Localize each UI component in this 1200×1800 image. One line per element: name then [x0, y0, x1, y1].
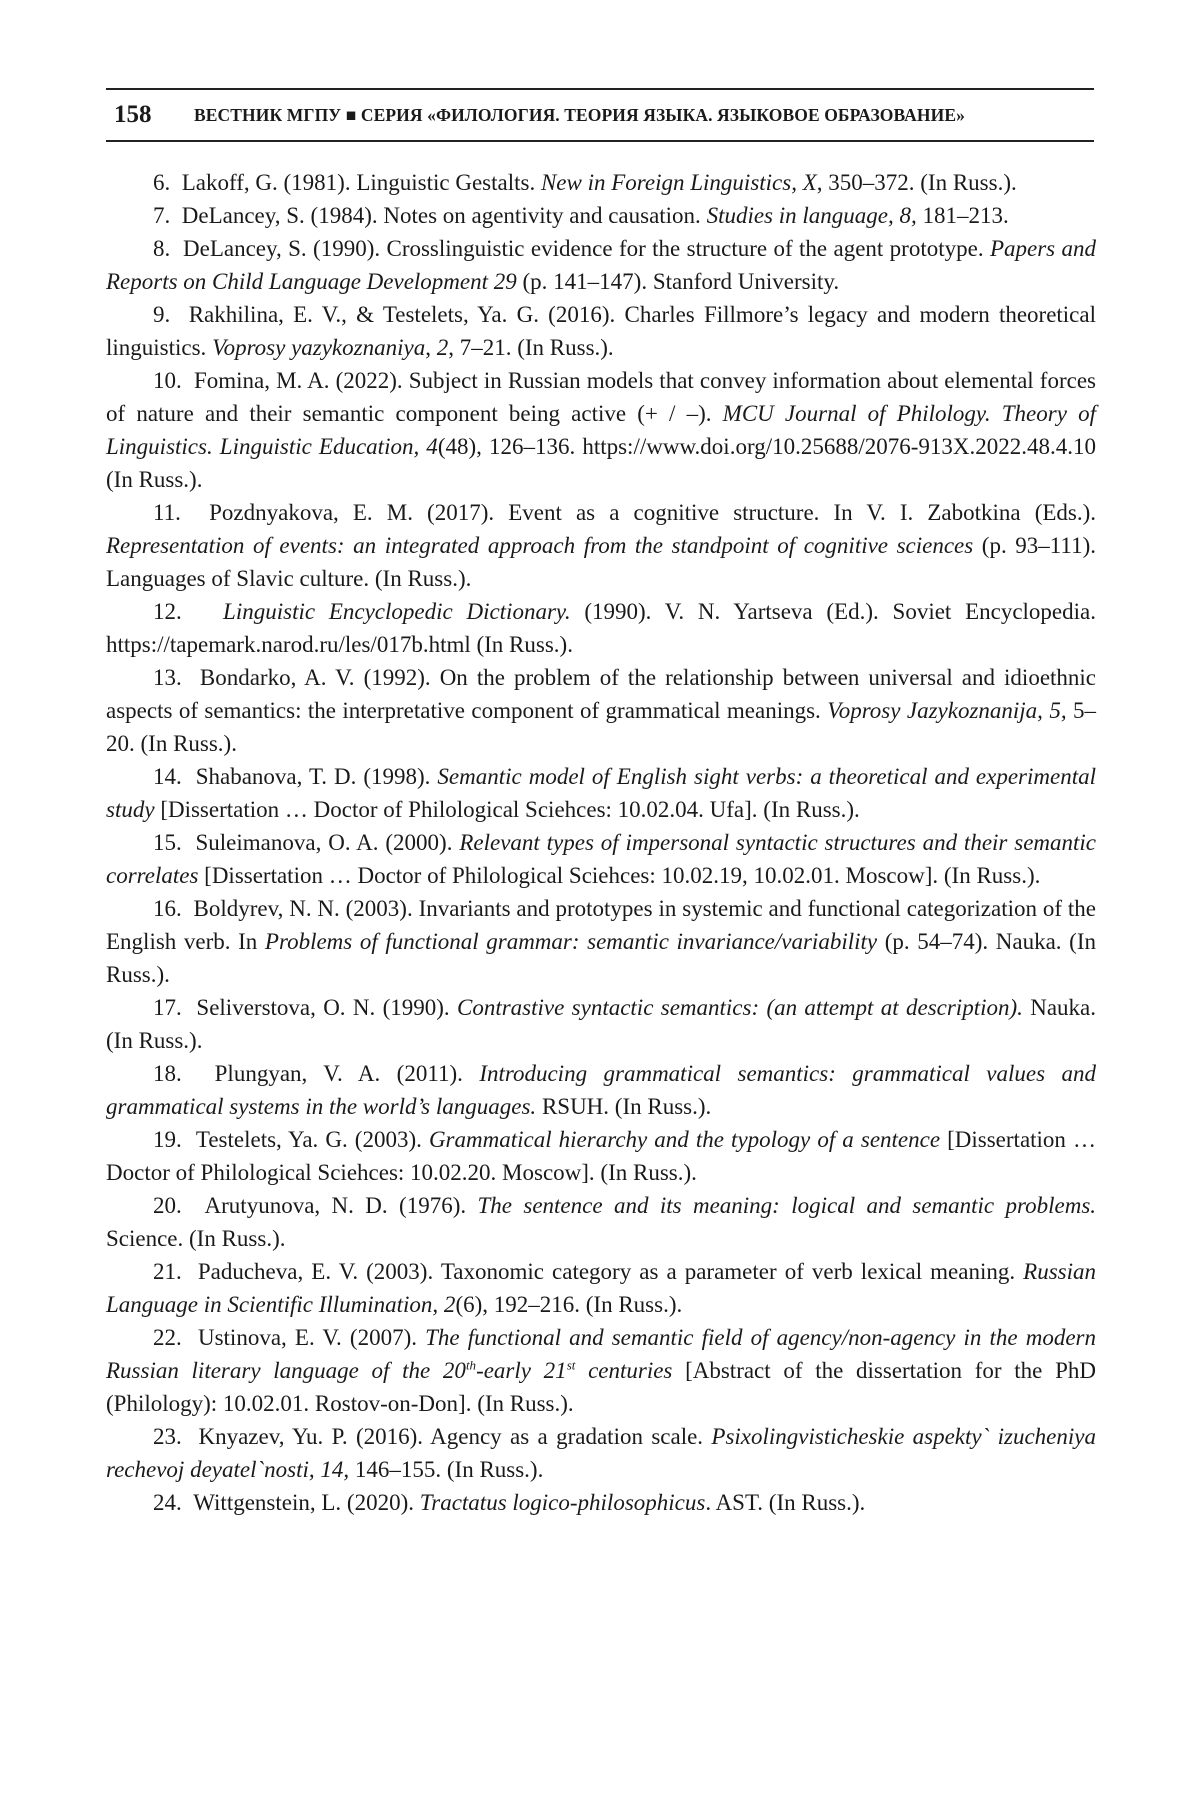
reference-item: 13. Bondarko, A. V. (1992). On the problem of the relationship between universal and idioethnic aspects of semantics: the interpretative component of grammatical meanings. Voprosy Jazykoznanija, 5, 5–20. (In Russ.).: [106, 665, 1097, 756]
reference-item: 23. Knyazev, Yu. P. (2016). Agency as a gradation scale. Psixolingvisticheskie aspekty` izucheniya rechevoj deyatel`nosti, 14, 146–155. (In Russ.).: [106, 1424, 1096, 1482]
reference-item: 6. Lakoff, G. (1981). Linguistic Gestalts. New in Foreign Linguistics, X, 350–372. (In Russ.).: [153, 170, 1017, 195]
reference-item: 11. Pozdnyakova, E. M. (2017). Event as a cognitive structure. In V. I. Zabotkina (Eds.). Representation of events: an integrated approach from the standpoint of cognitive sciences (p. 93–111). Languages of Slavic culture. (In Russ.).: [106, 500, 1097, 591]
reference-item: 17. Seliverstova, O. N. (1990). Contrastive syntactic semantics: (an attempt at description). Nauka. (In Russ.).: [106, 995, 1097, 1053]
reference-item: 19. Testelets, Ya. G. (2003). Grammatical hierarchy and the typology of a sentence [Dissertation … Doctor of Philological Sciehces: 10.02.20. Moscow]. (In Russ.).: [106, 1127, 1097, 1185]
running-header: [106, 88, 1094, 142]
reference-item: 12. Linguistic Encyclopedic Dictionary. (1990). V. N. Yartseva (Ed.). Soviet Encyclopedia. https://tapemark.narod.ru/les/017b.html (In Russ.).: [106, 599, 1096, 657]
reference-item: 14. Shabanova, T. D. (1998). Semantic model of English sight verbs: a theoretical and experimental study [Dissertation … Doctor of Philological Sciehces: 10.02.04. Ufa]. (In Russ.).: [106, 764, 1096, 822]
reference-item: 18. Plungyan, V. A. (2011). Introducing grammatical semantics: grammatical values and grammatical systems in the world’s languages. RSUH. (In Russ.).: [106, 1061, 1096, 1119]
reference-item: 24. Wittgenstein, L. (2020). Tractatus logico-philosophicus. AST. (In Russ.).: [153, 1490, 866, 1515]
reference-item: 7. DeLancey, S. (1984). Notes on agentivity and causation. Studies in language, 8, 181–213.: [153, 203, 1009, 228]
reference-item: 21. Paducheva, E. V. (2003). Taxonomic category as a parameter of verb lexical meaning. Russian Language in Scientific Illumination, 2(6), 192–216. (In Russ.).: [106, 1259, 1096, 1317]
reference-item: 15. Suleimanova, O. A. (2000). Relevant types of impersonal syntactic structures and their semantic correlates [Dissertation … Doctor of Philological Sciehces: 10.02.19, 10.02.01. Moscow]. (In Russ.).: [106, 830, 1097, 888]
reference-item: 9. Rakhilina, E. V., & Testelets, Ya. G. (2016). Charles Fillmore’s legacy and modern theoretical linguistics. Voprosy yazykoznaniya, 2, 7–21. (In Russ.).: [106, 302, 1096, 360]
reference-item: 10. Fomina, M. A. (2022). Subject in Russian models that convey information about elemental forces of nature and their semantic component being active (+ / –). MCU Journal of Philology. Theory of Linguistics. Linguistic Education, 4(48), 126–136. https://www.doi.org/10.25688/2076-913X.2022.48.4.10 (In Russ.).: [106, 368, 1096, 492]
reference-list: [106, 166, 1096, 1519]
journal-title: ВЕСТНИК МГПУ ■ СЕРИЯ «ФИЛОЛОГИЯ. ТЕОРИЯ ЯЗЫКА. ЯЗЫКОВОЕ ОБРАЗОВАНИЕ»: [194, 104, 965, 125]
reference-item: 8. DeLancey, S. (1990). Crosslinguistic evidence for the structure of the agent prototype. Papers and Reports on Child Language Development 29 (p. 141–147). Stanford University.: [106, 236, 1096, 294]
reference-item: 22. Ustinova, E. V. (2007). The functional and semantic field of agency/non-agency in the modern Russian literary language of the 20th-early 21st centuries [Abstract of the dissertation for the PhD (Philology): 10.02.01. Rostov-on-Don]. (In Russ.).: [106, 1325, 1096, 1416]
reference-item: 20. Arutyunova, N. D. (1976). The sentence and its meaning: logical and semantic problems. Science. (In Russ.).: [106, 1193, 1097, 1251]
page-number: 158: [114, 101, 152, 128]
reference-item: 16. Boldyrev, N. N. (2003). Invariants and prototypes in systemic and functional categorization of the English verb. In Problems of functional grammar: semantic invariance/variability (p. 54–74). Nauka. (In Russ.).: [106, 896, 1096, 987]
